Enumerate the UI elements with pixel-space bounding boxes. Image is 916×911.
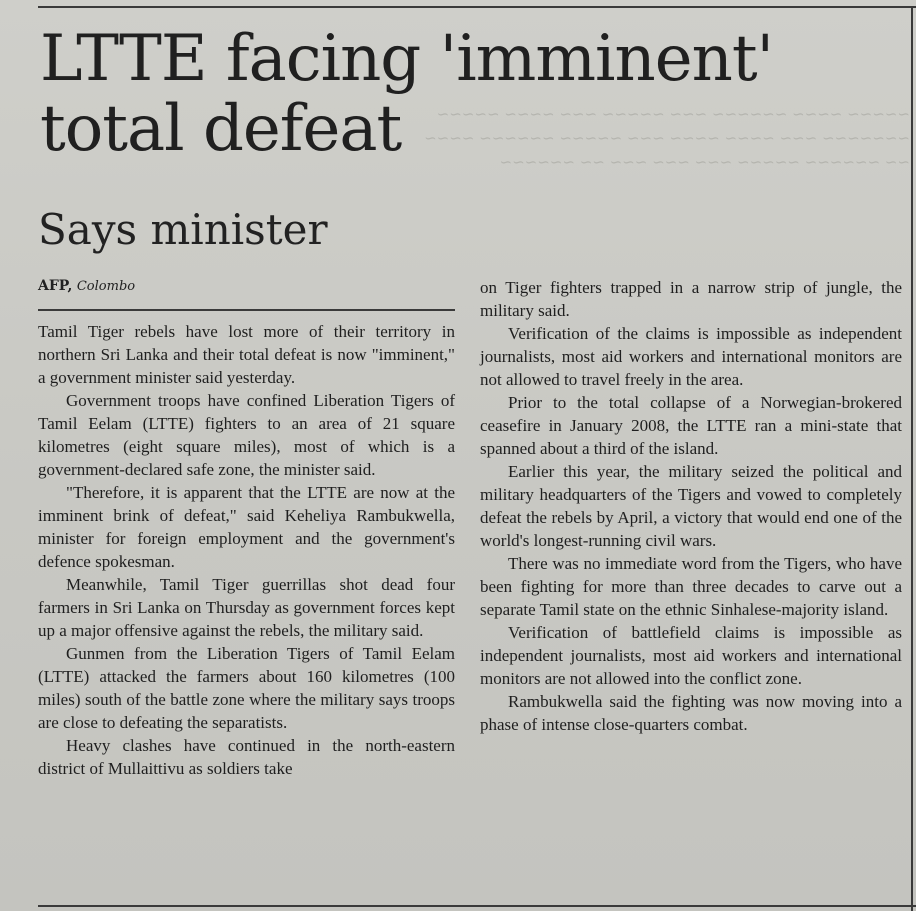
paragraph: There was no immediate word from the Tigers, who have been fighting for more than three decades to carve out a separate Tamil state on the ethnic Sinhalese-majority island. bbox=[480, 554, 902, 619]
paragraph: Heavy clashes have continued in the north-eastern district of Mullaittivu as soldiers take bbox=[38, 736, 455, 778]
byline-location: Colombo bbox=[76, 279, 136, 294]
paragraph: Verification of the claims is impossible as independent journalists, most aid workers and international monitors are not allowed to travel freely in the area. bbox=[480, 324, 902, 389]
subheadline: Says minister bbox=[38, 205, 328, 254]
headline-line-1: LTTE facing 'imminent' bbox=[40, 22, 774, 96]
paragraph: Meanwhile, Tamil Tiger guerrillas shot dead four farmers in Sri Lanka on Thursday as government forces kept up a major offensive against the rebels, the military said. bbox=[38, 575, 455, 640]
paragraph: "Therefore, it is apparent that the LTTE are now at the imminent brink of defeat," said Keheliya Rambukwella, minister for foreign employment and the government's defence spokesman. bbox=[38, 483, 455, 571]
byline-rule bbox=[38, 309, 455, 311]
paragraph: Tamil Tiger rebels have lost more of their territory in northern Sri Lanka and their total defeat is now "imminent," a government minister said yesterday. bbox=[38, 322, 455, 387]
paragraph: on Tiger fighters trapped in a narrow strip of jungle, the military said. bbox=[480, 278, 902, 320]
right-column bbox=[480, 276, 902, 736]
paragraph: Rambukwella said the fighting was now moving into a phase of intense close-quarters combat. bbox=[480, 692, 902, 734]
bleed-through-texture: ~~~~~ ~~~~ ~~~~~~ ~~~ ~~~~~ ~~~ ~~~~ ~~~~~ ~~~~~~~ ~~~ ~~~~ ~~~~ ~~~ ~~~~~ ~~~~~~ ~~~~ ~~ ~~~~~~ ~~~~~ ~~~ ~~~ ~~~ ~~ ~~~~~~ bbox=[424, 105, 910, 171]
paragraph: Government troops have confined Liberation Tigers of Tamil Eelam (LTTE) fighters to an area of 21 square kilometres (eight square miles), most of which is a government-declared safe zone, the minister said. bbox=[38, 391, 455, 479]
byline-agency: AFP, bbox=[38, 278, 73, 294]
left-column bbox=[38, 320, 455, 780]
paragraph: Verification of battlefield claims is impossible as independent journalists, most aid workers and international monitors are not allowed into the conflict zone. bbox=[480, 623, 902, 688]
bottom-rule bbox=[38, 905, 916, 907]
paragraph: Gunmen from the Liberation Tigers of Tamil Eelam (LTTE) attacked the farmers about 160 kilometres (100 miles) south of the battle zone where the military says troops are close to defeating the separatists. bbox=[38, 644, 455, 732]
byline bbox=[38, 278, 135, 294]
paragraph: Prior to the total collapse of a Norwegian-brokered ceasefire in January 2008, the LTTE ran a mini-state that spanned about a third of the island. bbox=[480, 393, 902, 458]
top-rule bbox=[38, 6, 916, 8]
headline-line-2: total defeat bbox=[40, 92, 402, 166]
right-rule bbox=[911, 8, 913, 911]
paragraph: Earlier this year, the military seized the political and military headquarters of the Tigers and vowed to completely defeat the rebels by April, a victory that would end one of the world's longest-running civil wars. bbox=[480, 462, 902, 550]
